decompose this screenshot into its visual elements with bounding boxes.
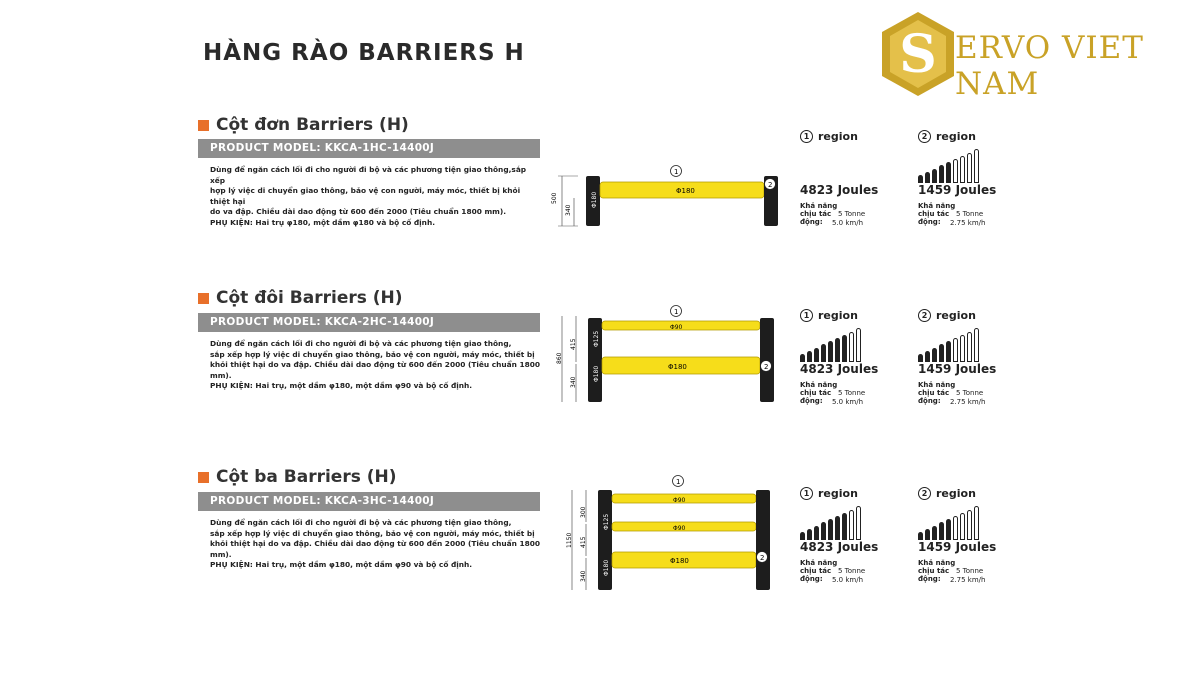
region-1-card: 1 region 4823 Joules Khả năng chịu tác động: 5 Tonne 5.0 km/h xyxy=(800,487,900,585)
impact-bar xyxy=(918,354,923,362)
product-description xyxy=(210,165,542,228)
impact-bar xyxy=(842,335,847,362)
joules-value: 4823 Joules xyxy=(800,183,879,197)
impact-bar xyxy=(842,513,847,540)
desc-line: PHỤ KIỆN: Hai trụ, một dầm φ180, một dầm φ90 và bộ cố định. xyxy=(210,381,473,390)
impact-bar xyxy=(939,344,944,362)
svg-text:340: 340 xyxy=(580,570,587,582)
logo-text: ERVO VIET NAM xyxy=(955,30,1144,102)
single-barrier-drawing xyxy=(548,158,788,233)
impact-bar xyxy=(856,328,861,362)
impact-bar xyxy=(946,162,951,183)
product-model-bar: PRODUCT MODEL: KKCA-1HC-14400J xyxy=(198,139,540,158)
impact-bars-icon xyxy=(918,328,1018,362)
impact-bar xyxy=(960,156,965,183)
impact-bar xyxy=(939,165,944,183)
svg-text:1: 1 xyxy=(674,308,679,316)
impact-bar xyxy=(960,513,965,540)
region-1-card xyxy=(800,130,900,228)
svg-text:1: 1 xyxy=(676,478,681,486)
svg-text:300: 300 xyxy=(580,506,587,518)
impact-bar xyxy=(953,338,958,362)
section-title: Cột đơn Barriers (H) xyxy=(216,115,409,135)
bullet-square-icon xyxy=(198,472,209,483)
svg-text:340: 340 xyxy=(570,376,577,388)
impact-bar xyxy=(967,332,972,362)
svg-text:415: 415 xyxy=(580,536,587,548)
impact-bars-icon xyxy=(918,149,1018,183)
svg-text:Φ180: Φ180 xyxy=(593,365,600,382)
impact-bar xyxy=(800,532,805,540)
desc-line: PHỤ KIỆN: Hai trụ, một dầm φ180, một dầm φ90 và bộ cố định. xyxy=(210,560,473,569)
product-model-bar: PRODUCT MODEL: KKCA-2HC-14400J xyxy=(198,313,540,332)
region-2-marker-label: 2 xyxy=(768,181,773,189)
impact-bar xyxy=(814,348,819,362)
region-2-card xyxy=(918,130,1018,228)
impact-bar xyxy=(828,341,833,362)
svg-text:Φ90: Φ90 xyxy=(670,324,683,331)
logo-hexagon-icon xyxy=(878,10,958,98)
desc-line: PHỤ KIỆN: Hai trụ φ180, một dầm φ180 và bộ cố định. xyxy=(210,217,436,227)
impact-bar xyxy=(807,529,812,540)
speed-value: 2.75 km/h xyxy=(950,219,986,227)
desc-line: Dùng để ngăn cách lối đi cho người đi bộ và các phương tiện giao thông, xyxy=(210,339,512,348)
page-title: HÀNG RÀO BARRIERS H xyxy=(203,40,525,66)
svg-text:415: 415 xyxy=(570,338,577,350)
right-post xyxy=(756,490,770,590)
region-label: region xyxy=(818,130,858,143)
svg-text:Φ90: Φ90 xyxy=(673,497,686,504)
impact-bar xyxy=(849,332,854,362)
desc-line: sắp xếp hợp lý việc di chuyển giao thông, bảo vệ con người, máy móc, thiết bị xyxy=(210,528,535,538)
impact-bar xyxy=(835,338,840,362)
svg-text:2: 2 xyxy=(764,363,769,371)
dim-label: 340 xyxy=(565,204,572,216)
region-2-card: 2 region 1459 Joules Khả năng chịu tác động: 5 Tonne 2.75 km/h xyxy=(918,487,1018,585)
region-1-marker-label: 1 xyxy=(674,168,679,176)
section-title: Cột ba Barriers (H) xyxy=(216,467,397,487)
svg-text:2: 2 xyxy=(760,554,765,562)
right-post xyxy=(760,318,774,402)
impact-bar xyxy=(800,354,805,362)
desc-line: sắp xếp hợp lý việc di chuyển giao thông, bảo vệ con người, máy móc, thiết bị xyxy=(210,349,535,359)
impact-bars-icon xyxy=(800,506,900,540)
beam-label: Φ180 xyxy=(676,187,695,195)
desc-line: khỏi thiệt hại do va đập. Chiều dài dao động từ 600 đến 2000 (Tiêu chuẩn 1800 mm). xyxy=(210,360,541,380)
post-label: Φ180 xyxy=(591,191,598,208)
desc-line: do va đập. Chiều dài dao động từ 600 đến 2000 (Tiêu chuẩn 1800 mm). xyxy=(210,207,507,216)
impact-bar xyxy=(849,510,854,540)
region-number: 2 xyxy=(918,130,931,143)
impact-bar xyxy=(814,526,819,540)
impact-bar xyxy=(967,153,972,183)
impact-bar xyxy=(918,532,923,540)
svg-text:Φ125: Φ125 xyxy=(603,513,610,530)
product-description xyxy=(210,339,542,392)
impact-bar xyxy=(835,516,840,540)
product-description xyxy=(210,518,542,571)
impact-bar xyxy=(974,506,979,540)
capacity-label: Khả năng chịu tác động: xyxy=(800,202,838,226)
desc-line: Dùng để ngăn cách lối đi cho người đi bộ và các phương tiện giao thông, xyxy=(210,518,512,527)
bullet-square-icon xyxy=(198,120,209,131)
impact-bar xyxy=(953,159,958,183)
svg-text:Φ90: Φ90 xyxy=(673,525,686,532)
impact-bars-icon xyxy=(800,328,900,362)
impact-bar xyxy=(974,328,979,362)
impact-bar xyxy=(967,510,972,540)
region-1-card: 1 region 4823 Joules Khả năng chịu tác động: 5 Tonne 5.0 km/h xyxy=(800,309,900,407)
region-label: region xyxy=(936,130,976,143)
impact-bar xyxy=(960,335,965,362)
region-number: 1 xyxy=(800,130,813,143)
impact-bar xyxy=(974,149,979,183)
impact-bar xyxy=(918,175,923,183)
impact-bar xyxy=(946,519,951,540)
section-3-heading xyxy=(198,467,397,487)
joules-value: 1459 Joules xyxy=(918,183,997,197)
double-barrier-drawing xyxy=(552,302,787,410)
speed-value: 5.0 km/h xyxy=(832,219,864,227)
impact-bar xyxy=(925,172,930,183)
region-2-card: 2 region 1459 Joules Khả năng chịu tác động: 5 Tonne 2.75 km/h xyxy=(918,309,1018,407)
section-title: Cột đôi Barriers (H) xyxy=(216,288,403,308)
svg-text:Φ180: Φ180 xyxy=(603,559,610,576)
impact-bar xyxy=(932,526,937,540)
impact-bar xyxy=(932,348,937,362)
tonne-value: 5 Tonne xyxy=(956,210,984,218)
impact-bar xyxy=(828,519,833,540)
desc-line: hợp lý việc di chuyển giao thông, bảo vệ con người, máy móc, thiết bị khỏi thiệt hại xyxy=(210,186,521,206)
impact-bar xyxy=(856,506,861,540)
impact-bar xyxy=(946,341,951,362)
impact-bar xyxy=(953,516,958,540)
impact-bar xyxy=(939,522,944,540)
impact-bars-icon xyxy=(918,506,1018,540)
svg-text:Φ180: Φ180 xyxy=(668,363,687,371)
logo-letter: S xyxy=(899,24,937,85)
section-1-heading xyxy=(198,115,409,135)
impact-bar xyxy=(925,351,930,362)
dim-label: 500 xyxy=(551,192,558,204)
desc-line: Dùng để ngăn cách lối đi cho người đi bộ và các phương tiện giao thông,sắp xếp xyxy=(210,165,527,185)
desc-line: khỏi thiệt hại do va đập. Chiều dài dao động từ 600 đến 2000 (Tiêu chuẩn 1800 mm). xyxy=(210,539,541,559)
bullet-square-icon xyxy=(198,293,209,304)
svg-text:Φ180: Φ180 xyxy=(670,557,689,565)
impact-bar xyxy=(821,344,826,362)
tonne-value: 5 Tonne xyxy=(838,210,866,218)
left-post xyxy=(588,318,602,402)
svg-text:1150: 1150 xyxy=(566,532,573,548)
impact-bar xyxy=(932,169,937,183)
svg-text:Φ125: Φ125 xyxy=(593,330,600,347)
product-model-bar: PRODUCT MODEL: KKCA-3HC-14400J xyxy=(198,492,540,511)
impact-bar xyxy=(821,522,826,540)
impact-bar xyxy=(807,351,812,362)
section-2-heading xyxy=(198,288,403,308)
svg-text:860: 860 xyxy=(556,352,563,364)
impact-bar xyxy=(925,529,930,540)
capacity-label: Khả năng chịu tác động: xyxy=(918,202,956,226)
triple-barrier-drawing xyxy=(562,472,782,594)
